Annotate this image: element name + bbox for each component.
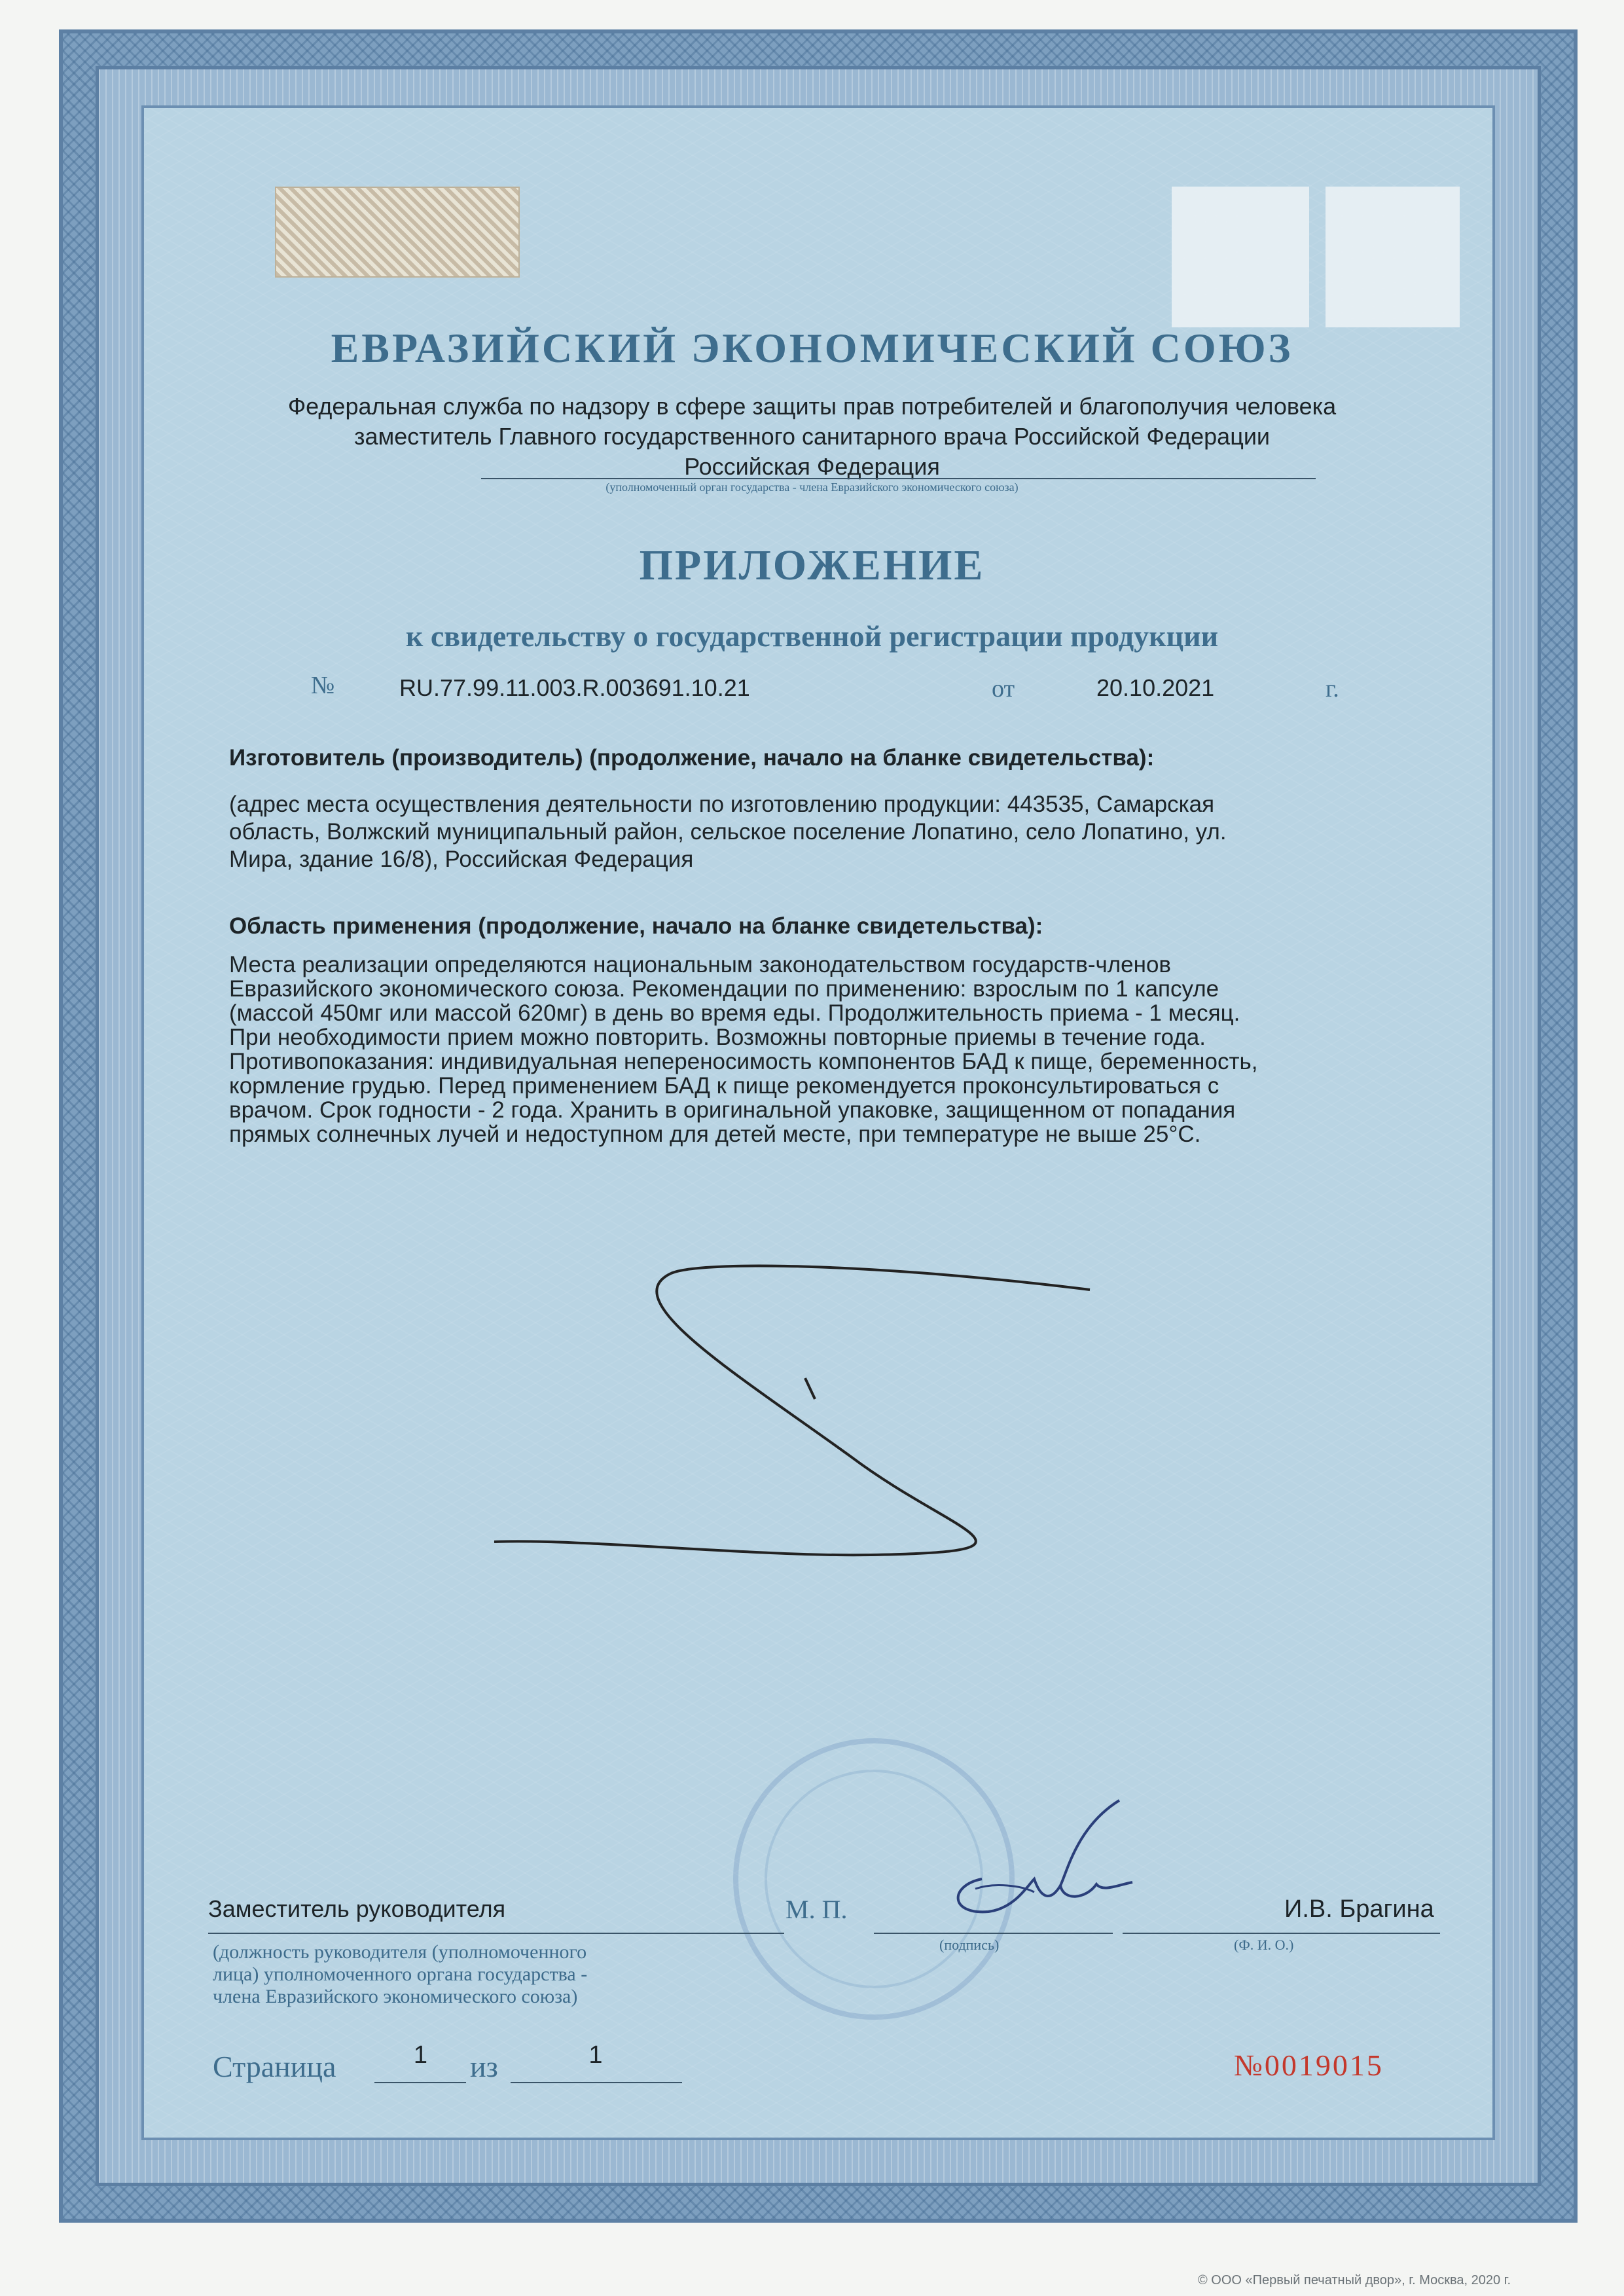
fio-note: (Ф. И. О.) [1234, 1937, 1294, 1953]
z-strike-mark [484, 1260, 1113, 1601]
authority-line: Российская Федерация [684, 453, 940, 480]
number-sign: № [311, 672, 335, 699]
manufacturer-line: Мира, здание 16/8), Российская Федерация [229, 847, 694, 872]
blank-serial-number: №0019015 [1234, 2049, 1384, 2082]
position-underline [208, 1933, 784, 1934]
registration-date: 20.10.2021 [1096, 674, 1215, 701]
signatory-name: И.В. Брагина [1284, 1895, 1434, 1923]
blank-area [1172, 187, 1309, 327]
page-total-underline [511, 2082, 682, 2083]
position-note-line: члена Евразийского экономического союза) [213, 1986, 578, 2007]
scope-line: кормление грудью. Перед применением БАД к пище рекомендуется проконсультироваться с [229, 1073, 1219, 1099]
page-of-label: из [470, 2050, 498, 2083]
stamp-place-label: М. П. [785, 1895, 848, 1924]
manufacturer-body [229, 791, 1460, 873]
page-number: 1 [413, 2041, 428, 2069]
authority-line: заместитель Главного государственного санитарного врача Российской Федерации [353, 423, 1271, 450]
divider [481, 478, 1316, 479]
printer-note: © ООО «Первый печатный двор», г. Москва, 2020 г. [1198, 2273, 1511, 2287]
manufacturer-line: область, Волжский муниципальный район, сельское поселение Лопатино, село Лопатино, ул. [229, 819, 1227, 845]
scope-line: Противопоказания: индивидуальная непереносимость компонентов БАД к пище, беременность, [229, 1049, 1258, 1074]
manufacturer-heading: Изготовитель (производитель) (продолжение, начало на бланке свидетельства): [229, 745, 1155, 771]
hologram-sticker [275, 187, 520, 278]
appendix-subtitle: к свидетельству о государственной регистрации продукции [405, 619, 1219, 653]
page-total: 1 [588, 2041, 603, 2069]
scope-line: (массой 450мг или массой 620мг) в день во время еды. Продолжительность приема - 1 месяц. [229, 1000, 1240, 1026]
page-label: Страница [213, 2050, 336, 2083]
scope-line: врачом. Срок годности - 2 года. Хранить в оригинальной упаковке, защищенном от попадания [229, 1097, 1236, 1123]
authority-line: Федеральная служба по надзору в сфере защиты прав потребителей и благополучия человека [287, 393, 1337, 420]
scope-body [229, 953, 1460, 1146]
scope-line: прямых солнечных лучей и недоступном для детей месте, при температуре не выше 25°С. [229, 1121, 1201, 1147]
position-note [213, 1941, 789, 2008]
position-label: Заместитель руководителя [208, 1895, 506, 1922]
position-note-line: (должность руководителя (уполномоченного [213, 1941, 587, 1963]
authority-note: (уполномоченный орган государства - члена Евразийского экономического союза) [605, 481, 1019, 494]
scope-line: Места реализации определяются национальным законодательством государств-членов [229, 952, 1171, 977]
blank-area [1326, 187, 1460, 327]
appendix-title: ПРИЛОЖЕНИЕ [639, 541, 985, 589]
name-underline [1123, 1933, 1440, 1934]
scope-heading: Область применения (продолжение, начало на бланке свидетельства): [229, 913, 1043, 939]
page-number-underline [374, 2082, 466, 2083]
signature-underline [874, 1933, 1113, 1934]
position-note-line: лица) уполномоченного органа государства - [213, 1963, 588, 1985]
authority-block [0, 392, 1624, 482]
date-from-label: от [992, 675, 1015, 702]
year-suffix: г. [1326, 675, 1339, 702]
manufacturer-line: (адрес места осуществления деятельности по изготовлению продукции: 443535, Самарская [229, 792, 1215, 817]
scope-line: При необходимости прием можно повторить. Возможны повторные приемы в течение года. [229, 1025, 1206, 1050]
signature-note: (подпись) [939, 1937, 1000, 1953]
registration-number: RU.77.99.11.003.R.003691.10.21 [399, 674, 750, 701]
handwritten-signature [936, 1787, 1146, 1931]
scope-line: Евразийского экономического союза. Рекомендации по применению: взрослым по 1 капсуле [229, 976, 1219, 1002]
union-title: ЕВРАЗИЙСКИЙ ЭКОНОМИЧЕСКИЙ СОЮЗ [331, 325, 1293, 371]
